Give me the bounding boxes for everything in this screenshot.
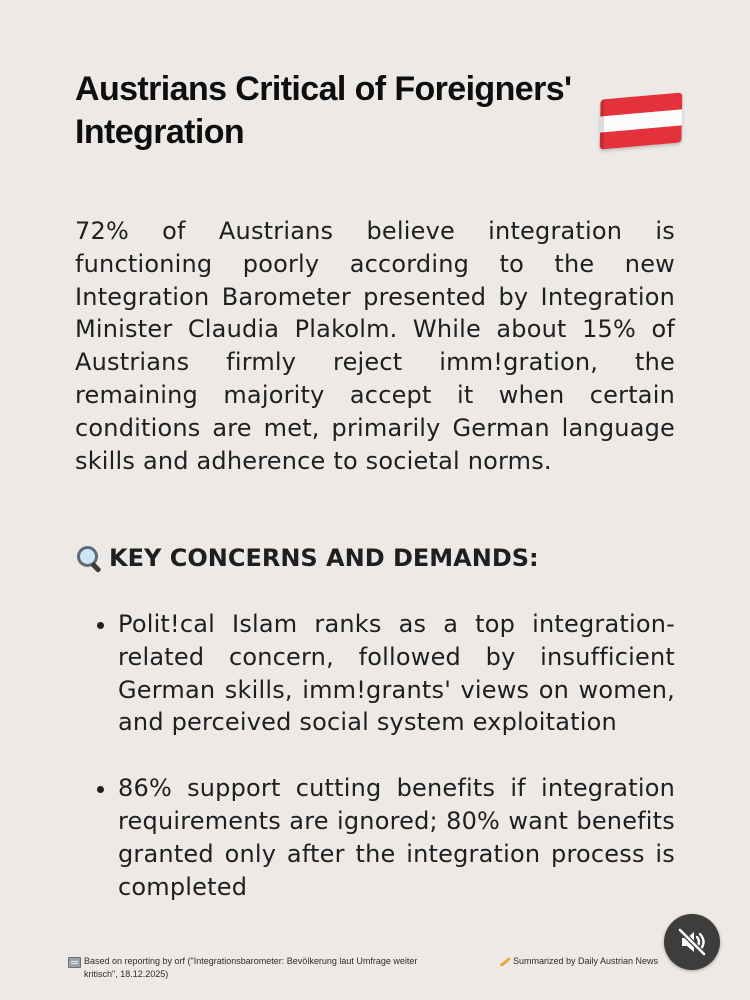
section-heading-label: KEY CONCERNS AND DEMANDS: — [109, 544, 539, 572]
list-item-text: 86% support cutting benefits if integration requirements are ignored; 80% want benefits granted only after the integration process is completed — [118, 774, 675, 901]
speaker-muted-icon — [664, 914, 720, 970]
magnifying-glass-icon — [75, 544, 103, 572]
list-item-text: Polit!cal Islam ranks as a top integration-related concern, followed by insufficient German skills, imm!grants' views on women, and perceived social system exploitation — [118, 610, 675, 737]
list-item — [118, 608, 675, 739]
mute-toggle-button[interactable] — [664, 914, 720, 970]
list-item — [118, 772, 675, 903]
austria-flag-icon — [600, 92, 683, 149]
concerns-list — [118, 608, 675, 903]
credit-note-text: Summarized by Daily Austrian News — [513, 956, 659, 966]
section-heading — [75, 542, 675, 574]
post-body: 72% of Austrians believe integration is functioning poorly according to the new Integration Barometer presented by Integration Minister Claudia Plakolm. While about 15% of Austrians firmly reject imm!gration, the remaining majority accept it when certain conditions are met, primarily German language skills and adherence to societal norms. — [75, 217, 675, 475]
bullet-icon — [97, 622, 104, 629]
source-note — [68, 955, 448, 981]
source-note-text: Based on reporting by orf ("Integrationsbarometer: Bevölkerung laut Umfrage weiter kritisch", 18.12.2025) — [84, 956, 418, 979]
credit-note — [500, 955, 658, 968]
writing-hand-icon — [500, 956, 510, 966]
post-title: Austrians Critical of Foreigners' Integration — [75, 70, 572, 151]
newspaper-icon — [68, 957, 81, 968]
bullet-icon — [97, 786, 104, 793]
